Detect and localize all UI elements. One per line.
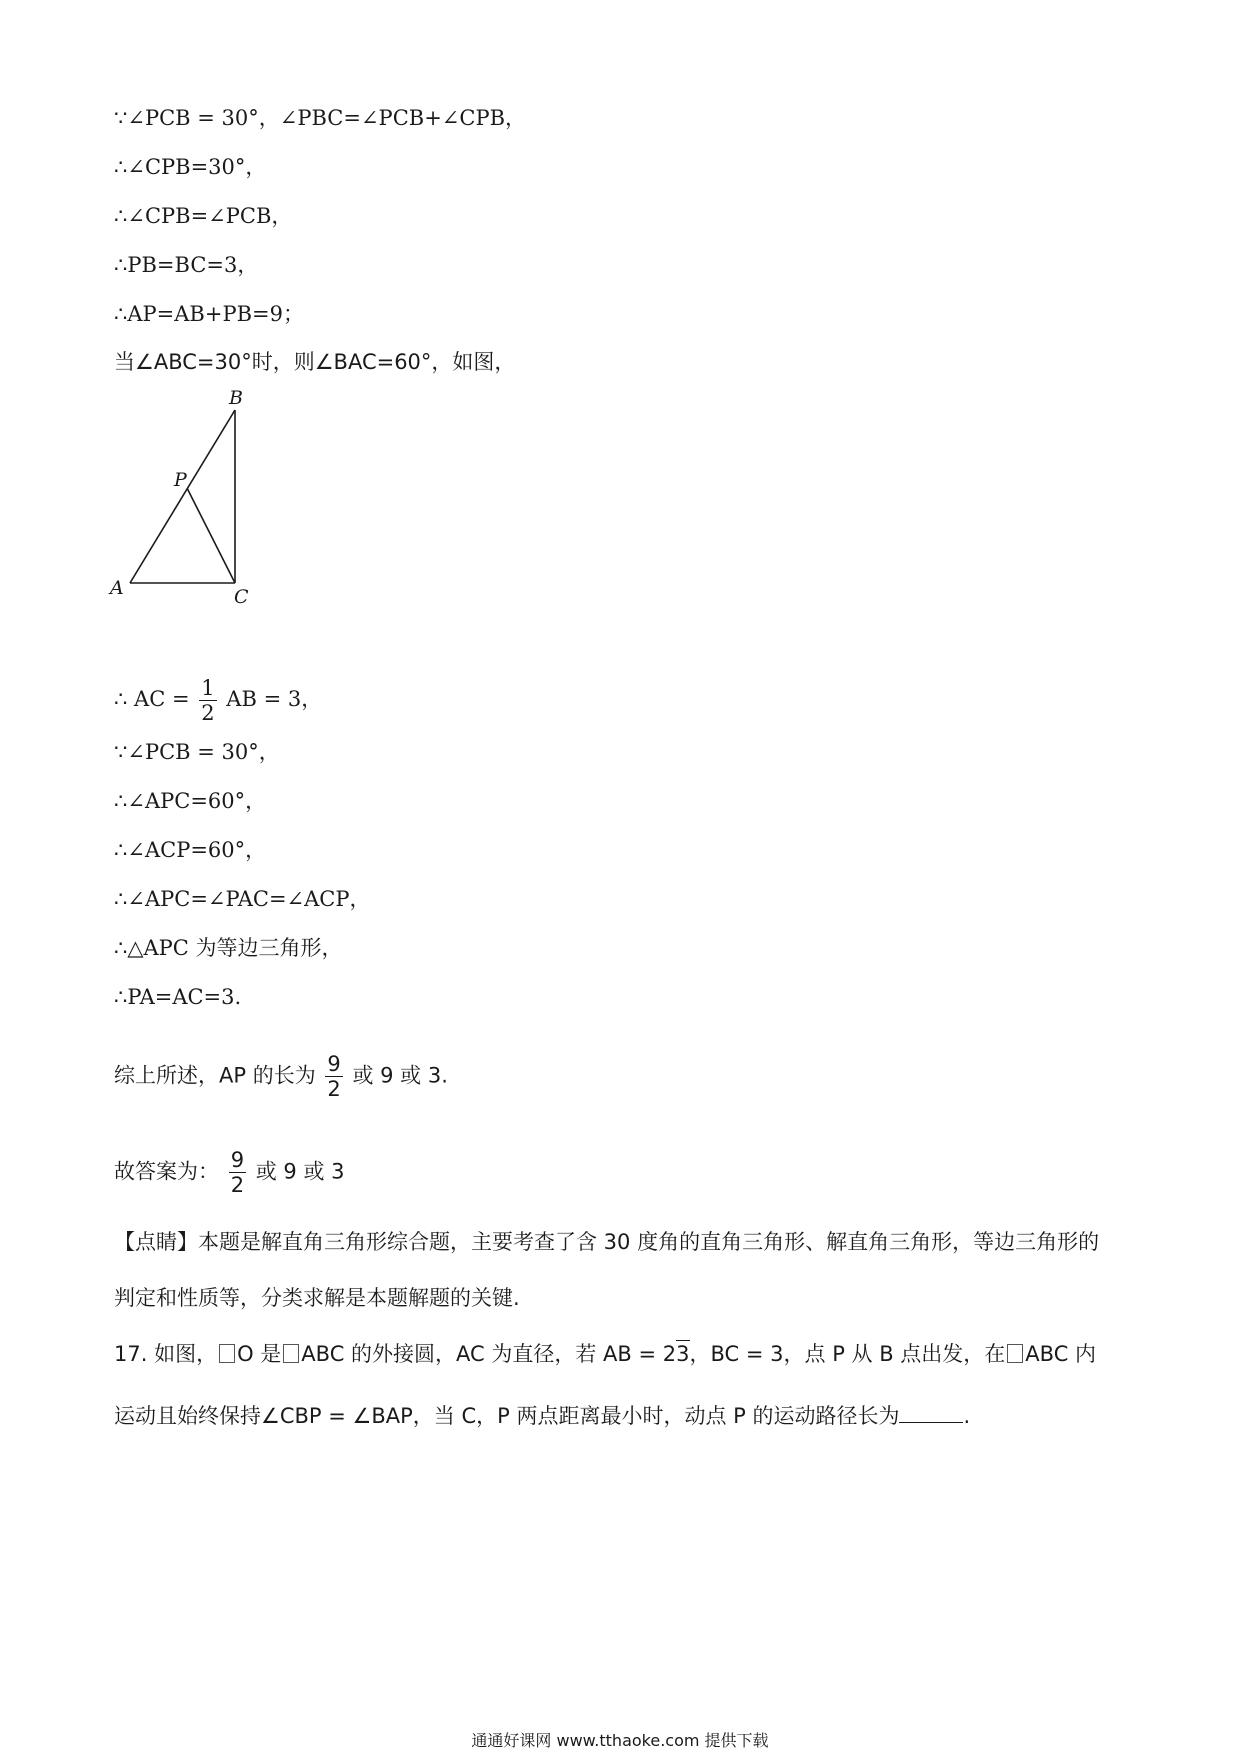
summary-suffix: 或 9 或 3.: [352, 1063, 448, 1088]
step-line-13: ∴PA=AC=3.: [114, 985, 242, 1009]
label-b: B: [229, 388, 243, 409]
step-line-1: ∵∠PCB = 30°，∠PBC=∠PCB+∠CPB，: [114, 106, 527, 130]
comment-line-2: 判定和性质等，分类求解是本题解题的关键.: [114, 1286, 520, 1310]
ac-line: [114, 676, 322, 725]
step-line-10: ∴∠ACP=60°，: [114, 838, 267, 862]
triangle-symbol-box-2: [1007, 1344, 1023, 1363]
summary-line: [114, 1052, 448, 1101]
comment-line-1: 【点睛】本题是解直角三角形综合题，主要考查了含 30 度角的直角三角形、解直角三角形，等边三角形的: [114, 1230, 1100, 1254]
step-line-5: ∴AP=AB+PB=9；: [114, 302, 304, 326]
ac-prefix: ∴ AC =: [114, 687, 190, 712]
answer-fraction: [229, 1148, 246, 1197]
segment-ab: [130, 410, 235, 583]
problem-17-line-2-end: .: [963, 1404, 971, 1428]
problem-17-line-1: [114, 1344, 1096, 1365]
summary-prefix: 综上所述，AP 的长为: [114, 1063, 316, 1088]
summary-numerator: 9: [327, 1052, 341, 1076]
step-line-2: ∴∠CPB=30°，: [114, 155, 267, 179]
step-line-4: ∴PB=BC=3，: [114, 253, 259, 277]
step-line-8: ∵∠PCB = 30°，: [114, 740, 280, 764]
half-fraction: [199, 676, 216, 725]
summary-fraction: [325, 1052, 342, 1101]
problem-17-c: ABC 的外接圆，AC 为直径，若 AB = 2: [301, 1342, 677, 1366]
ac-suffix: AB = 3，: [226, 687, 323, 712]
case-intro-line: 当∠ABC=30°时，则∠BAC=60°，如图，: [114, 350, 516, 374]
step-line-12: ∴△APC 为等边三角形，: [114, 936, 343, 960]
problem-17-a: 17. 如图，: [114, 1342, 218, 1366]
circle-symbol-box: [219, 1344, 235, 1363]
problem-17-b: O 是: [237, 1342, 282, 1366]
answer-prefix: 故答案为：: [114, 1159, 219, 1184]
half-numerator: 1: [201, 676, 215, 700]
answer-numerator: 9: [230, 1148, 245, 1172]
label-p: P: [174, 469, 187, 491]
problem-17-d: ，BC = 3，点 P 从 B 点出发，在: [689, 1342, 1006, 1366]
summary-denominator: 2: [327, 1077, 341, 1102]
label-c: C: [234, 586, 249, 608]
step-line-3: ∴∠CPB=∠PCB，: [114, 204, 293, 228]
footer-watermark: 通通好课网 www.tthaoke.com 提供下载: [471, 1731, 769, 1750]
triangle-diagram: [105, 388, 275, 608]
answer-denominator: 2: [230, 1173, 245, 1198]
answer-line: [114, 1148, 345, 1197]
segment-pc: [187, 488, 235, 583]
triangle-symbol-box: [283, 1344, 299, 1363]
answer-suffix: 或 9 或 3: [255, 1159, 345, 1184]
problem-17-line-2: [114, 1404, 970, 1427]
half-denominator: 2: [201, 701, 215, 726]
problem-17-line-2-text: 运动且始终保持∠CBP = ∠BAP，当 C，P 两点距离最小时，动点 P 的运动路径长为: [114, 1404, 900, 1428]
answer-blank[interactable]: [899, 1404, 963, 1423]
step-line-11: ∴∠APC=∠PAC=∠ACP，: [114, 887, 371, 911]
label-a: A: [110, 577, 124, 599]
problem-17-e: ABC 内: [1025, 1342, 1097, 1366]
step-line-9: ∴∠APC=60°，: [114, 789, 267, 813]
sqrt-radicand: 3: [676, 1342, 690, 1366]
